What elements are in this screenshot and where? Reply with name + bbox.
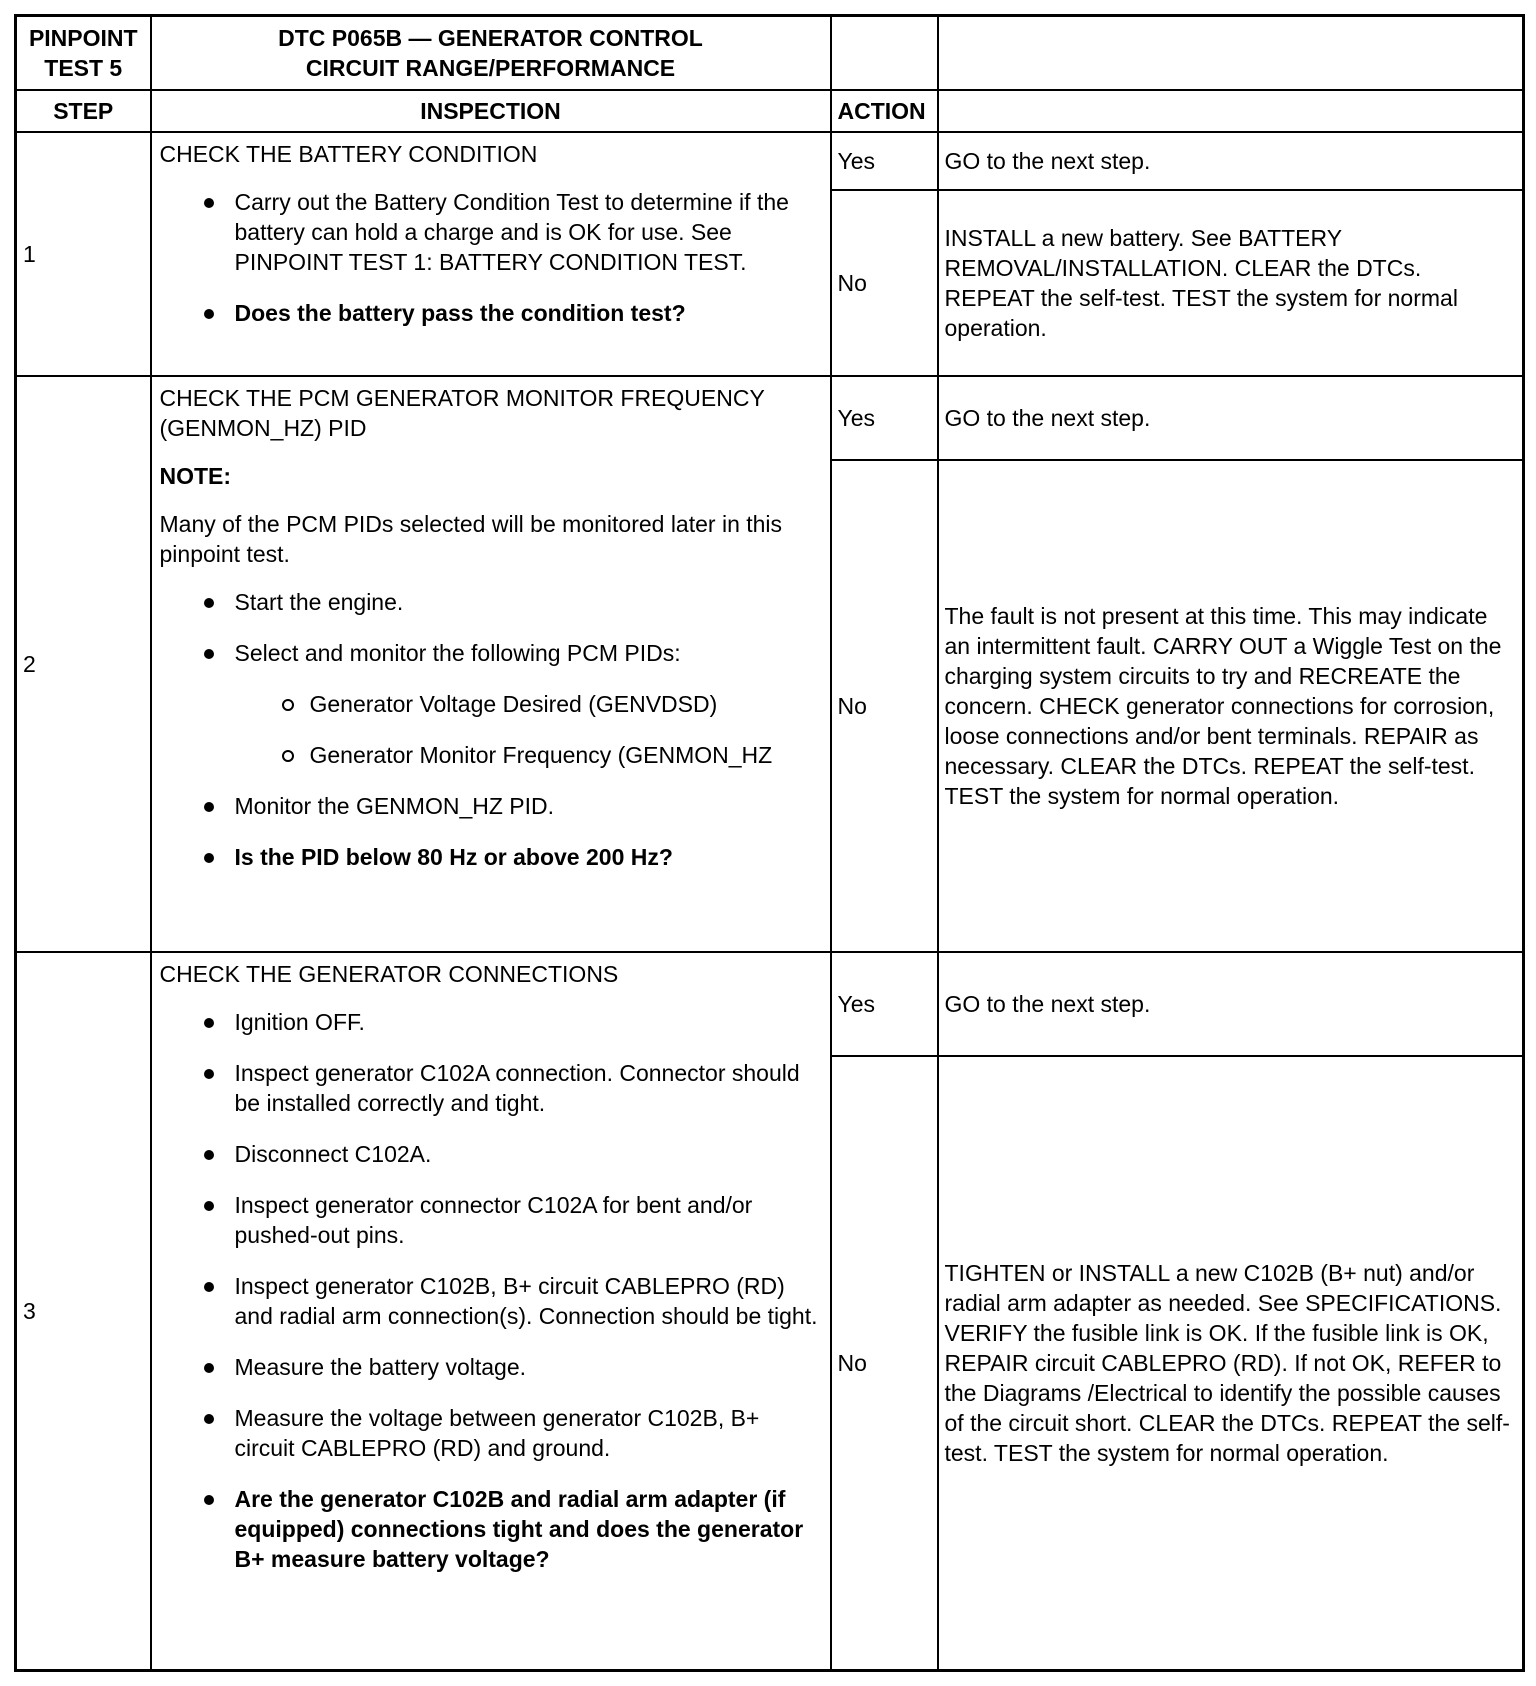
step-number: 3 (16, 952, 151, 1671)
step-number: 2 (16, 376, 151, 952)
yes-label: Yes (831, 952, 938, 1056)
hollow-bullet-icon (282, 750, 294, 762)
bullet-icon (204, 1018, 214, 1028)
step-title: CHECK THE BATTERY CONDITION (159, 140, 538, 167)
no-action: TIGHTEN or INSTALL a new C102B (B+ nut) and/or radial arm adapter as needed. See SPECIFICATIONS. VERIFY the fusible link is OK. If the fusible link is OK, REPAIR circuit CABLEPRO (RD). If not OK, REFER to the Diagrams /Electrical to identify the possible causes of the circuit short. CLEAR the DTCs. REPEAT the self-test. TEST the system for normal operation. (938, 1056, 1524, 1671)
list-item: Measure the battery voltage. (160, 1352, 822, 1382)
bullet-list (160, 187, 822, 328)
question-item: Is the PID below 80 Hz or above 200 Hz? (160, 842, 822, 872)
bullet-icon (204, 598, 214, 608)
sub-bullet-list (235, 689, 822, 770)
yes-action: GO to the next step. (938, 132, 1524, 190)
step-inspection (151, 132, 831, 376)
note-text: Many of the PCM PIDs selected will be monitored later in this pinpoint test. (159, 510, 783, 567)
list-item: Select and monitor the following PCM PIDs: Generator Voltage Desired (GENVDSD) Generator Monitor Frequency (GENMON_HZ (160, 638, 822, 770)
bullet-icon (204, 198, 214, 208)
no-label: No (831, 460, 938, 952)
yes-action: GO to the next step. (938, 952, 1524, 1056)
no-label: No (831, 1056, 938, 1671)
bullet-icon (204, 1069, 214, 1079)
step-column-header: STEP (16, 90, 151, 132)
bullet-icon (204, 1150, 214, 1160)
no-action: The fault is not present at this time. This may indicate an intermittent fault. CARRY OUT a Wiggle Test on the charging system circuits to try and RECREATE the concern. CHECK generator connections for corrosion, loose connections and/or bent terminals. REPAIR as necessary. CLEAR the DTCs. REPEAT the self-test. TEST the system for normal operation. (938, 460, 1524, 952)
action-column-header: ACTION (831, 90, 938, 132)
list-item: Inspect generator C102A connection. Connector should be installed correctly and tight. (160, 1058, 822, 1118)
header-blank-cell (938, 16, 1524, 90)
no-label: No (831, 190, 938, 376)
pinpoint-test-label: PINPOINT TEST 5 (16, 16, 151, 90)
question-item: Does the battery pass the condition test? (160, 298, 822, 328)
list-item: Monitor the GENMON_HZ PID. (160, 791, 822, 821)
step-number: 1 (16, 132, 151, 376)
bullet-icon (204, 853, 214, 863)
step-inspection (151, 376, 831, 952)
inspection-column-header: INSPECTION (151, 90, 831, 132)
no-action: INSTALL a new battery. See BATTERY REMOVAL/INSTALLATION. CLEAR the DTCs. REPEAT the self-test. TEST the system for normal operation. (938, 190, 1524, 376)
bullet-list (160, 1007, 822, 1574)
yes-action: GO to the next step. (938, 376, 1524, 460)
bullet-icon (204, 1495, 214, 1505)
sub-list-item: Generator Monitor Frequency (GENMON_HZ (160, 740, 822, 770)
bullet-icon (204, 1414, 214, 1424)
bullet-icon (204, 649, 214, 659)
test-title: DTC P065B — GENERATOR CONTROL CIRCUIT RANGE/PERFORMANCE (151, 16, 831, 90)
sub-list-item: Generator Voltage Desired (GENVDSD) (160, 689, 822, 719)
note-label: NOTE: (159, 462, 232, 489)
list-item: Start the engine. (160, 587, 822, 617)
hollow-bullet-icon (282, 699, 294, 711)
yes-label: Yes (831, 132, 938, 190)
question-item: Are the generator C102B and radial arm adapter (if equipped) connections tight and does the generator B+ measure battery voltage? (160, 1484, 822, 1574)
bullet-icon (204, 1201, 214, 1211)
bullet-icon (204, 309, 214, 319)
list-item: Inspect generator connector C102A for bent and/or pushed-out pins. (160, 1190, 822, 1250)
bullet-icon (204, 802, 214, 812)
bullet-list (160, 587, 822, 872)
yes-label: Yes (831, 376, 938, 460)
header-blank-cell (831, 16, 938, 90)
list-item: Carry out the Battery Condition Test to determine if the battery can hold a charge and is OK for use. See PINPOINT TEST 1: BATTERY CONDITION TEST. (160, 187, 822, 277)
header-blank-cell (938, 90, 1524, 132)
list-item: Inspect generator C102B, B+ circuit CABLEPRO (RD) and radial arm connection(s). Connection should be tight. (160, 1271, 822, 1331)
step-title: CHECK THE GENERATOR CONNECTIONS (159, 960, 619, 987)
list-item: Disconnect C102A. (160, 1139, 822, 1169)
step-inspection (151, 952, 831, 1671)
bullet-icon (204, 1363, 214, 1373)
step-title: CHECK THE PCM GENERATOR MONITOR FREQUENCY (GENMON_HZ) PID (159, 384, 765, 441)
pinpoint-test-table (14, 14, 1525, 1672)
bullet-icon (204, 1282, 214, 1292)
list-item: Measure the voltage between generator C102B, B+ circuit CABLEPRO (RD) and ground. (160, 1403, 822, 1463)
list-item: Ignition OFF. (160, 1007, 822, 1037)
